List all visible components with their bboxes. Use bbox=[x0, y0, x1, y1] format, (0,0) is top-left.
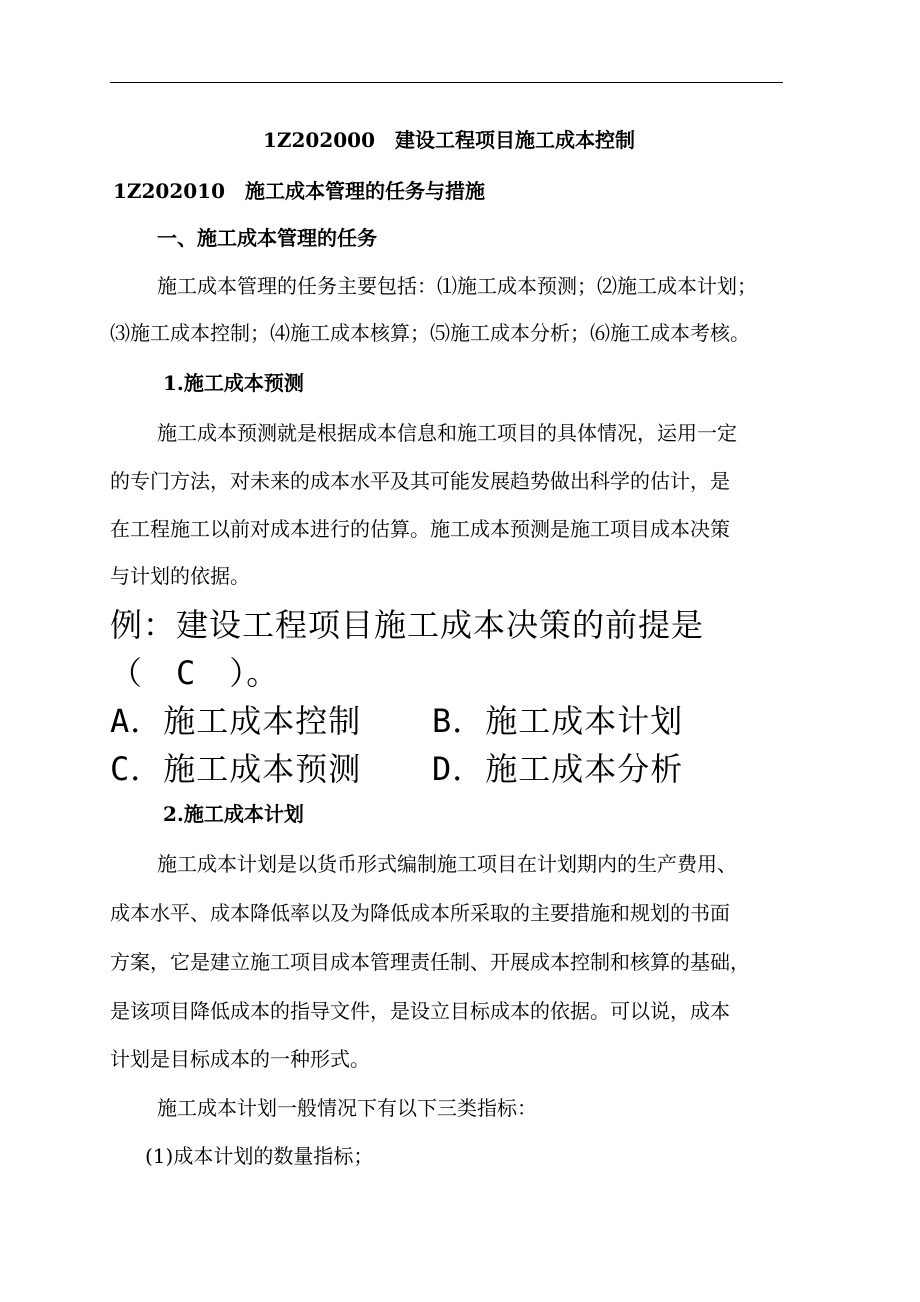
example-question-line-2: （ C ）。 bbox=[110, 654, 280, 692]
item2-para-line: 计划是目标成本的一种形式。 bbox=[110, 1047, 370, 1071]
example-question-line-1: 例：建设工程项目施工成本决策的前提是 bbox=[110, 606, 705, 644]
item1-para-line: 在工程施工以前对成本进行的估算。施工成本预测是施工项目成本决策 bbox=[110, 517, 730, 541]
example-option-c: C．施工成本预测 bbox=[110, 750, 362, 788]
example-option-d: D．施工成本分析 bbox=[432, 750, 684, 788]
item2-para-line: 成本水平、成本降低率以及为降低成本所采取的主要措施和规划的书面 bbox=[110, 901, 730, 925]
document-title: 1Z202000 建设工程项目施工成本控制 bbox=[263, 128, 636, 152]
example-option-a: A．施工成本控制 bbox=[110, 702, 362, 740]
tasks-line-1: 施工成本管理的任务主要包括：⑴施工成本预测；⑵施工成本计划； bbox=[157, 274, 757, 298]
subsection-heading: 一、施工成本管理的任务 bbox=[157, 226, 377, 250]
indicators-intro: 施工成本计划一般情况下有以下三类指标： bbox=[157, 1096, 537, 1120]
section-heading: 1Z202010 施工成本管理的任务与措施 bbox=[113, 179, 486, 203]
tasks-line-2: ⑶施工成本控制；⑷施工成本核算；⑸施工成本分析；⑹施工成本考核。 bbox=[110, 321, 750, 345]
item1-para-line: 的专门方法，对未来的成本水平及其可能发展趋势做出科学的估计，是 bbox=[110, 469, 730, 493]
indicator-1: (1)成本计划的数量指标； bbox=[145, 1144, 374, 1168]
item2-para-line: 施工成本计划是以货币形式编制施工项目在计划期内的生产费用、 bbox=[157, 852, 737, 876]
item1-heading: 1.施工成本预测 bbox=[163, 371, 304, 395]
header-rule bbox=[110, 82, 783, 83]
item1-para-line: 施工成本预测就是根据成本信息和施工项目的具体情况，运用一定 bbox=[157, 421, 737, 445]
item1-para-line: 与计划的依据。 bbox=[110, 564, 250, 588]
item2-heading: 2.施工成本计划 bbox=[163, 802, 304, 826]
item2-para-line: 方案，它是建立施工项目成本管理责任制、开展成本控制和核算的基础， bbox=[110, 950, 750, 974]
example-option-b: B．施工成本计划 bbox=[432, 702, 684, 740]
item2-para-line: 是该项目降低成本的指导文件，是设立目标成本的依据。可以说，成本 bbox=[110, 999, 730, 1023]
